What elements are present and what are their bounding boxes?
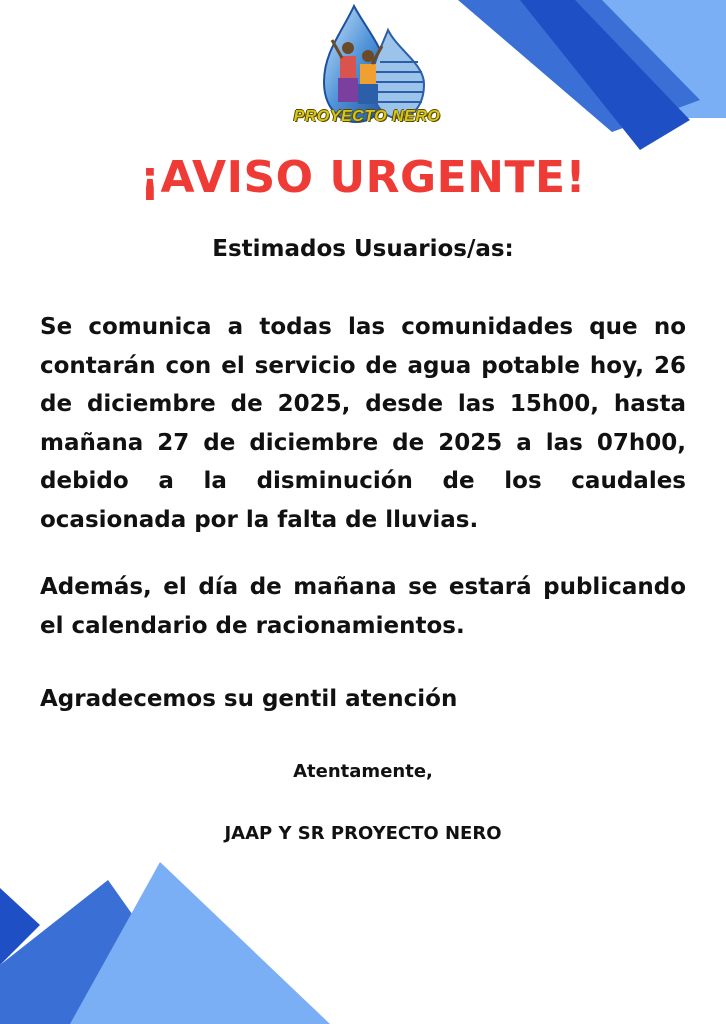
bottom-left-triangle-mid [0,880,210,1024]
notice-paragraph: Agradecemos su gentil atención [40,686,458,712]
proyecto-nero-logo [292,2,442,150]
signature: JAAP Y SR PROYECTO NERO [224,823,502,844]
notice-title: ¡AVISO URGENTE! [139,152,587,203]
top-right-triangle-dark [520,0,690,150]
greeting: Estimados Usuarios/as: [212,236,514,262]
bottom-left-triangle-light [70,862,330,1024]
logo-text: PROYECTO NERO [293,108,441,125]
notice-paragraph: Además, el día de mañana se estará publicando el calendario de racionamientos. [40,574,686,639]
bottom-left-triangle-dark [0,888,40,965]
top-right-triangle-mid [458,0,700,132]
closing: Atentamente, [293,761,433,782]
notice-paragraph: Se comunica a todas las comunidades que no contarán con el servicio de agua potable hoy, 26 de diciembre de 2025, desde las 15h00, hasta mañana 27 de diciembre de 2025 a las 07h00, debido a la disminución de los caudales ocasionada por la falta de lluvias. [40,314,686,533]
top-right-triangle-light [522,0,726,118]
water-drop-logo-icon [292,2,442,150]
